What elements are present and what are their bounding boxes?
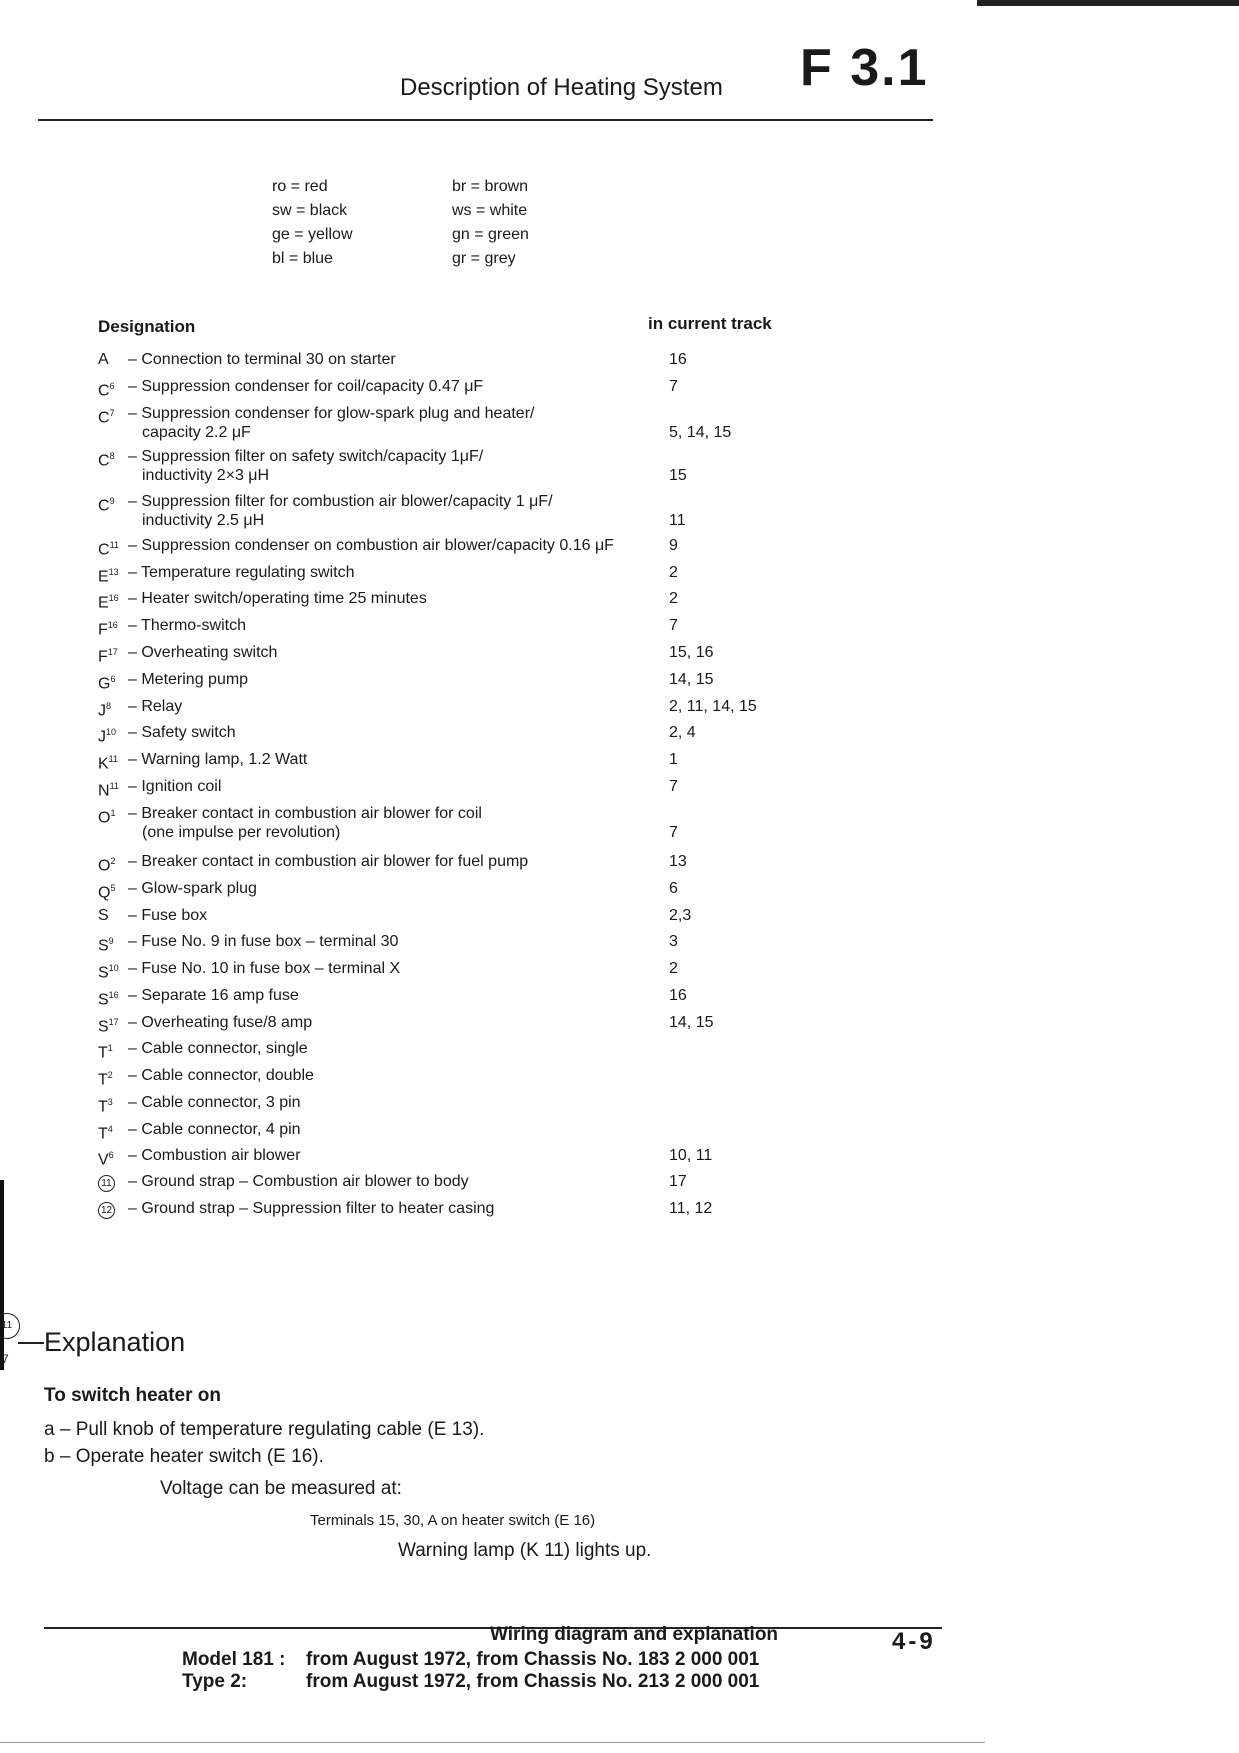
component-description <box>128 350 688 369</box>
description-line: – Cable connector, 3 pin <box>128 1094 301 1111</box>
color-legend-row <box>272 226 592 250</box>
component-letter: O <box>98 857 111 875</box>
current-track: 2, 11, 14, 15 <box>669 698 757 715</box>
component-letter: T <box>98 1098 108 1116</box>
page-number: 4-9 <box>892 1628 936 1655</box>
component-code <box>98 932 126 955</box>
component-letter: C <box>98 452 110 470</box>
explanation-rule <box>18 1342 44 1344</box>
circled-number: 12 <box>98 1202 115 1219</box>
description-line: – Metering pump <box>128 671 249 688</box>
component-code <box>98 589 126 612</box>
component-index: 7 <box>109 408 115 418</box>
current-track: 7 <box>669 617 678 634</box>
component-description <box>128 697 688 716</box>
component-description <box>128 616 688 635</box>
component-description <box>128 1120 688 1139</box>
component-index: 16 <box>108 990 119 1000</box>
component-code <box>98 959 126 982</box>
component-letter: E <box>98 594 109 612</box>
component-index: 8 <box>109 451 115 461</box>
component-index: 17 <box>107 647 118 657</box>
component-description <box>128 589 688 608</box>
current-track: 2 <box>669 960 678 977</box>
component-code <box>98 1120 126 1143</box>
description-line: – Temperature regulating switch <box>128 564 355 581</box>
current-track: 11 <box>669 512 686 529</box>
component-letter: S <box>98 991 109 1009</box>
current-track: 16 <box>669 351 687 368</box>
component-letter: C <box>98 497 110 515</box>
switch-on-heading: To switch heater on <box>44 1385 222 1406</box>
voltage-text: Voltage can be measured at: <box>160 1478 402 1499</box>
description-line-2: (one impulse per revolution) <box>142 824 341 841</box>
current-track: 11, 12 <box>669 1200 713 1217</box>
current-track: 3 <box>669 933 678 950</box>
component-description <box>128 563 688 582</box>
component-index: 2 <box>107 1070 113 1080</box>
component-letter: V <box>98 1151 109 1169</box>
component-letter: A <box>98 351 109 368</box>
component-code <box>98 643 126 666</box>
component-index: 6 <box>109 381 115 391</box>
component-description <box>128 879 688 898</box>
component-code <box>98 723 126 746</box>
circled-number: 11 <box>98 1175 115 1192</box>
component-code <box>98 1199 126 1219</box>
component-description <box>128 536 688 555</box>
component-letter: G <box>98 675 111 693</box>
component-description <box>128 1066 688 1085</box>
description-line: – Thermo-switch <box>128 617 246 634</box>
component-description <box>128 1199 688 1218</box>
component-code <box>98 447 126 470</box>
current-track: 17 <box>669 1173 687 1190</box>
component-letter: C <box>98 541 110 559</box>
component-description <box>128 804 688 842</box>
type-text: from August 1972, from Chassis No. 213 2 000 001 <box>306 1671 760 1692</box>
component-letter: S <box>98 1018 109 1036</box>
component-code <box>98 986 126 1009</box>
current-track: 14, 15 <box>669 671 714 688</box>
description-line-2: inductivity 2.5 μH <box>142 512 265 529</box>
model-line <box>182 1649 759 1671</box>
component-description <box>128 777 688 796</box>
component-letter: S <box>98 937 109 955</box>
component-letter: J <box>98 702 106 720</box>
component-letter: T <box>98 1125 108 1143</box>
current-track: 15, 16 <box>669 644 714 661</box>
margin-number-mark: 7 <box>2 1352 9 1366</box>
scan-edge-left <box>0 1180 4 1370</box>
component-description <box>128 932 688 951</box>
component-index: 16 <box>107 620 118 630</box>
component-index: 13 <box>108 567 119 577</box>
component-index: 11 <box>108 754 119 764</box>
component-code <box>98 750 126 773</box>
scan-edge-top-right <box>977 0 1239 6</box>
component-index: 9 <box>108 936 114 946</box>
current-track: 14, 15 <box>669 1014 714 1031</box>
component-code <box>98 1172 126 1192</box>
component-index: 11 <box>109 540 119 550</box>
component-index: 1 <box>107 1043 113 1053</box>
component-code <box>98 906 126 925</box>
color-legend <box>272 178 592 274</box>
current-track: 2,3 <box>669 907 692 924</box>
component-description <box>128 670 688 689</box>
description-line: – Heater switch/operating time 25 minutes <box>128 590 427 607</box>
component-index: 1 <box>110 808 116 818</box>
description-line: – Ignition coil <box>128 778 222 795</box>
description-line: – Suppression condenser for coil/capacity 0.47 μF <box>128 378 484 395</box>
component-code <box>98 1013 126 1036</box>
component-index: 10 <box>108 963 119 973</box>
component-letter: J <box>98 728 106 746</box>
component-description <box>128 750 688 769</box>
header-rule <box>38 119 933 121</box>
description-line: – Ground strap – Suppression filter to heater casing <box>128 1200 495 1217</box>
component-code <box>98 879 126 902</box>
section-code: F 3.1 <box>800 39 929 97</box>
component-description <box>128 1093 688 1112</box>
current-track: 2 <box>669 590 678 607</box>
component-letter: T <box>98 1071 108 1089</box>
component-letter: N <box>98 782 110 800</box>
component-code <box>98 1066 126 1089</box>
component-description <box>128 986 688 1005</box>
current-track: 5, 14, 15 <box>669 424 732 441</box>
component-description <box>128 1146 688 1165</box>
component-description <box>128 1013 688 1032</box>
component-description <box>128 447 688 485</box>
description-line: – Breaker contact in combustion air blower for fuel pump <box>128 853 529 870</box>
terminals-text: Terminals 15, 30, A on heater switch (E 16) <box>310 1512 596 1529</box>
current-track: 16 <box>669 987 687 1004</box>
current-track: 13 <box>669 853 687 870</box>
color-legend-row <box>272 250 592 274</box>
component-description <box>128 1039 688 1058</box>
component-letter: T <box>98 1044 108 1062</box>
component-letter: F <box>98 621 108 639</box>
color-code: gn = green <box>452 226 529 243</box>
margin-circled-mark: 11 <box>0 1313 20 1339</box>
description-line: – Separate 16 amp fuse <box>128 987 299 1004</box>
color-code: sw = black <box>272 202 348 219</box>
description-line-2: inductivity 2×3 μH <box>142 467 270 484</box>
description-line: – Cable connector, double <box>128 1067 314 1084</box>
component-index: 3 <box>107 1097 113 1107</box>
description-line: – Cable connector, 4 pin <box>128 1121 301 1138</box>
current-track: 9 <box>669 537 678 554</box>
description-line-2: capacity 2.2 μF <box>142 424 251 441</box>
current-track: 2 <box>669 564 678 581</box>
component-letter: C <box>98 409 110 427</box>
description-line: – Relay <box>128 698 183 715</box>
component-index: 9 <box>109 496 115 506</box>
color-legend-row <box>272 202 592 226</box>
component-code <box>98 563 126 586</box>
current-track: 6 <box>669 880 678 897</box>
description-line: – Safety switch <box>128 724 236 741</box>
model-text: from August 1972, from Chassis No. 183 2 000 001 <box>306 1649 760 1670</box>
component-index: 11 <box>109 781 119 791</box>
component-description <box>128 852 688 871</box>
component-code <box>98 350 126 369</box>
component-code <box>98 777 126 800</box>
color-code: gr = grey <box>452 250 516 267</box>
component-index: 17 <box>108 1017 119 1027</box>
color-code: bl = blue <box>272 250 333 267</box>
component-code <box>98 852 126 875</box>
component-description <box>128 492 688 530</box>
component-description <box>128 723 688 742</box>
component-index: 6 <box>108 1150 114 1160</box>
component-letter: K <box>98 755 109 773</box>
current-track: 10, 11 <box>669 1147 713 1164</box>
component-index: 16 <box>108 593 119 603</box>
component-code <box>98 670 126 693</box>
component-description <box>128 1172 688 1191</box>
track-column-header: in current track <box>648 314 772 333</box>
current-track: 7 <box>669 378 678 395</box>
description-line: – Warning lamp, 1.2 Watt <box>128 751 308 768</box>
component-description <box>128 906 688 925</box>
warning-lamp-text: Warning lamp (K 11) lights up. <box>398 1540 652 1561</box>
component-code <box>98 1146 126 1169</box>
component-letter: Q <box>98 884 111 902</box>
description-line: – Glow-spark plug <box>128 880 257 897</box>
description-line: – Suppression condenser for glow-spark plug and heater/ <box>128 405 535 422</box>
model-label: Model 181 : <box>182 1649 286 1670</box>
description-line: – Breaker contact in combustion air blower for coil <box>128 805 482 822</box>
component-code <box>98 536 126 559</box>
component-letter: C <box>98 382 110 400</box>
description-line: – Suppression filter for combustion air blower/capacity 1 μF/ <box>128 493 553 510</box>
component-index: 4 <box>107 1124 113 1134</box>
description-line: – Overheating switch <box>128 644 278 661</box>
description-line: – Fuse No. 10 in fuse box – terminal X <box>128 960 401 977</box>
bottom-rule <box>0 1742 985 1743</box>
current-track: 7 <box>669 824 678 841</box>
description-line: – Cable connector, single <box>128 1040 308 1057</box>
component-code <box>98 697 126 720</box>
description-line: – Ground strap – Combustion air blower to body <box>128 1173 469 1190</box>
component-letter: O <box>98 809 111 827</box>
description-line: – Overheating fuse/8 amp <box>128 1014 313 1031</box>
type-line <box>182 1671 759 1693</box>
component-index: 5 <box>110 883 116 893</box>
type-label: Type 2: <box>182 1671 248 1692</box>
component-index: 8 <box>106 701 112 711</box>
description-line: – Suppression filter on safety switch/capacity 1μF/ <box>128 448 484 465</box>
component-letter: E <box>98 568 109 586</box>
description-line: – Connection to terminal 30 on starter <box>128 351 396 368</box>
current-track: 7 <box>669 778 678 795</box>
component-code <box>98 377 126 400</box>
description-line: – Combustion air blower <box>128 1147 301 1164</box>
color-legend-row <box>272 178 592 202</box>
description-line: – Fuse No. 9 in fuse box – terminal 30 <box>128 933 399 950</box>
component-letter: S <box>98 907 109 924</box>
component-description <box>128 377 688 396</box>
footer-title: Wiring diagram and explanation <box>490 1624 779 1645</box>
color-code: ws = white <box>452 202 528 219</box>
component-index: 10 <box>106 727 117 737</box>
step-b: b – Operate heater switch (E 16). <box>44 1446 324 1467</box>
component-code <box>98 1039 126 1062</box>
component-description <box>128 643 688 662</box>
current-track: 1 <box>669 751 678 768</box>
component-code <box>98 492 126 515</box>
explanation-title: Explanation <box>44 1327 186 1357</box>
component-description <box>128 404 688 442</box>
component-description <box>128 959 688 978</box>
component-letter: S <box>98 964 109 982</box>
component-code <box>98 404 126 427</box>
component-code <box>98 804 126 827</box>
color-code: ge = yellow <box>272 226 353 243</box>
step-a: a – Pull knob of temperature regulating cable (E 13). <box>44 1419 485 1440</box>
component-code <box>98 1093 126 1116</box>
current-track: 2, 4 <box>669 724 696 741</box>
component-index: 2 <box>110 856 116 866</box>
description-line: – Suppression condenser on combustion air blower/capacity 0.16 μF <box>128 537 614 554</box>
color-code: ro = red <box>272 178 328 195</box>
page-title: Description of Heating System <box>400 74 723 101</box>
component-index: 6 <box>110 674 116 684</box>
designation-column-header: Designation <box>98 317 196 336</box>
description-line: – Fuse box <box>128 907 208 924</box>
component-letter: F <box>98 648 108 666</box>
component-code <box>98 616 126 639</box>
current-track: 15 <box>669 467 687 484</box>
color-code: br = brown <box>452 178 529 195</box>
